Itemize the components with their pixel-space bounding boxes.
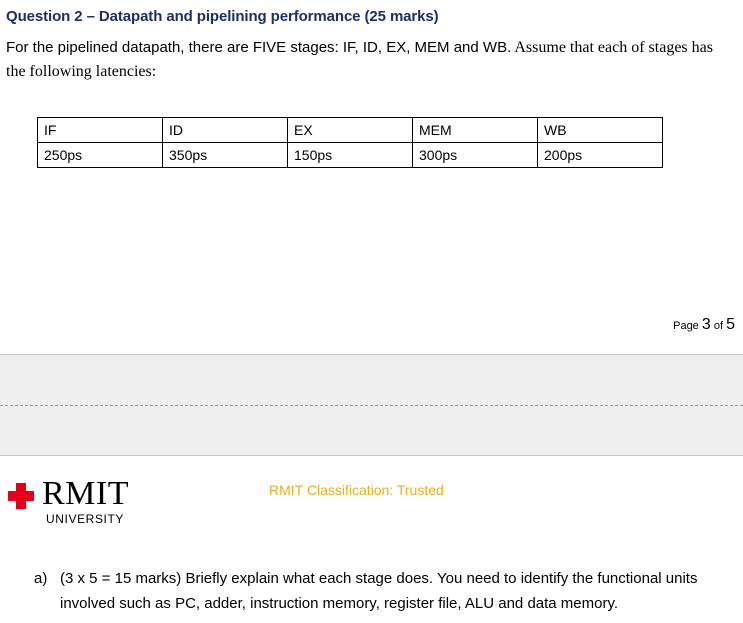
stage-cell: MEM: [413, 118, 538, 143]
question-intro: [6, 36, 726, 84]
logo-sub: UNIVERSITY: [46, 512, 125, 526]
latency-cell: 350ps: [163, 143, 288, 168]
page-of: of: [713, 320, 724, 332]
table-row-latencies: [38, 143, 663, 168]
logo-word: RMIT: [42, 475, 129, 512]
latency-table: [37, 117, 663, 168]
part-a-label: a): [34, 570, 48, 587]
latency-cell: 300ps: [413, 143, 538, 168]
page-word: Page: [673, 320, 699, 332]
intro-prefix: For the pipelined datapath, there are FIVE stages: IF, ID, EX, MEM and WB.: [6, 39, 512, 56]
table-row-stages: [38, 118, 663, 143]
question-heading: Question 2 – Datapath and pipelining performance (25 marks): [6, 8, 439, 25]
latency-cell: 250ps: [38, 143, 163, 168]
page-current: 3: [701, 316, 711, 333]
stage-cell: ID: [163, 118, 288, 143]
classification-label: RMIT Classification: Trusted: [269, 482, 444, 498]
latency-cell: 200ps: [538, 143, 663, 168]
page-break-divider: [0, 405, 743, 406]
page-number: [673, 316, 735, 334]
stage-cell: IF: [38, 118, 163, 143]
page-total: 5: [726, 316, 735, 333]
latency-cell: 150ps: [288, 143, 413, 168]
page-break-gap: [0, 354, 743, 456]
intro-suffix: Assume that each of stages has the following latencies:: [6, 39, 713, 80]
rmit-pixel-icon: [8, 483, 34, 509]
stage-cell: WB: [538, 118, 663, 143]
stage-cell: EX: [288, 118, 413, 143]
part-a-text: (3 x 5 = 15 marks) Briefly explain what each stage does. You need to identify the functional units involved such as PC, adder, instruction memory, register file, ALU and data memory.: [60, 570, 698, 612]
